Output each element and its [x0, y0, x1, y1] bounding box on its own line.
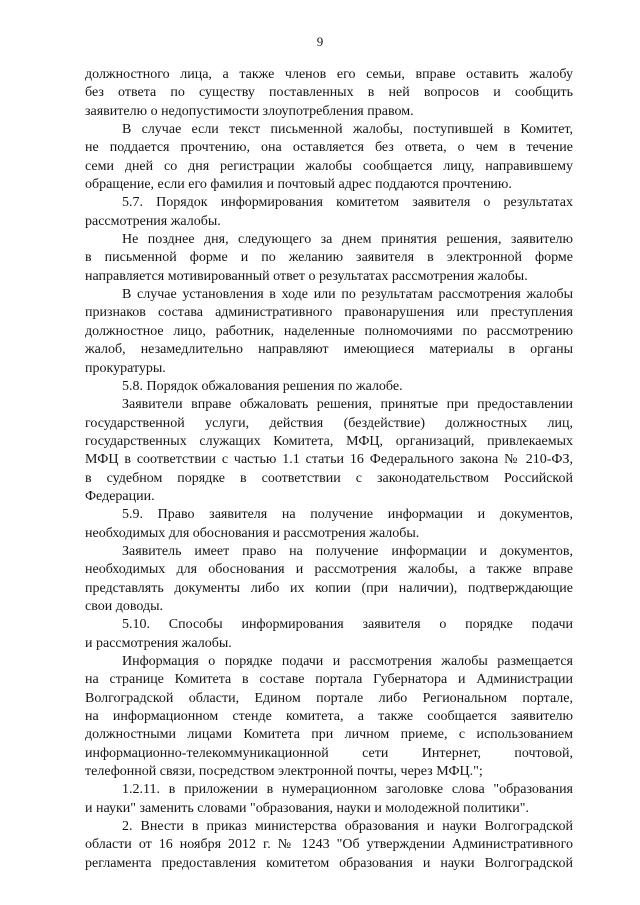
text-line: 1.2.11. в приложении в нумерационном заголовке слова "образования	[122, 782, 573, 798]
text-line: Заявитель имеет право на получение информации и документов,	[122, 543, 573, 559]
text-line: в судебном порядке в соответствии с законодательством Российской	[85, 470, 573, 486]
text-line: регламента предоставления комитетом образования и науки Волгоградской	[85, 855, 573, 871]
text-line: заявителю о недопустимости злоупотребления правом.	[85, 103, 414, 119]
text-line: информационно-телекоммуникационной сети Интернет, почтовой,	[85, 745, 573, 761]
page-number: 9	[316, 34, 324, 49]
text-line: на странице Комитета в составе портала Губернатора и Администрации	[85, 672, 573, 688]
text-line: должностными лицами Комитета при личном приеме, с использованием	[85, 727, 573, 743]
text-line: 5.7. Порядок информирования комитетом заявителя о результатах	[122, 195, 573, 211]
text-line: и науки" заменить словами "образования, науки и молодежной политики".	[85, 800, 529, 816]
text-line: в письменной форме и по желанию заявителя в электронной форме	[85, 250, 573, 266]
text-line: без ответа по существу поставленных в ней вопросов и сообщить	[85, 85, 573, 101]
text-line: В случае если текст письменной жалобы, поступившей в Комитет,	[122, 122, 573, 138]
text-line: телефонной связи, посредством электронной почты, через МФЦ.";	[85, 764, 483, 780]
text-line: жалоб, незамедлительно направляют имеющиеся материалы в органы	[85, 342, 573, 358]
text-line: необходимых для обоснования и рассмотрения жалобы.	[85, 525, 420, 541]
text-line: должностного лица, а также членов его семьи, вправе оставить жалобу	[85, 67, 573, 82]
text-line: государственной услуги, действия (бездействие) должностных лиц,	[85, 415, 573, 431]
text-line: Волгоградской области, Едином портале либо Региональном портале,	[85, 690, 573, 706]
text-line: необходимых для обоснования и рассмотрения жалобы, а также вправе	[85, 562, 573, 578]
text-line: свои доводы.	[85, 598, 163, 614]
text-line: Не позднее дня, следующего за днем принятия решения, заявителю	[122, 232, 573, 248]
body-text	[85, 66, 573, 873]
text-line: не поддается прочтению, она оставляется без ответа, о чем в течение	[85, 140, 573, 156]
text-line: 5.8. Порядок обжалования решения по жалобе.	[122, 378, 403, 394]
text-line: прокуратуры.	[85, 360, 166, 376]
text-line: государственных служащих Комитета, МФЦ, организаций, привлекаемых	[85, 433, 573, 449]
text-line: рассмотрения жалобы.	[85, 213, 221, 229]
text-line: области от 16 ноября 2012 г. № 1243 "Об утверждении Административного	[85, 837, 573, 853]
text-line: Информация о порядке подачи и рассмотрения жалобы размещается	[122, 654, 573, 669]
text-line: должностное лицо, работник, наделенные полномочиями по рассмотрению	[85, 323, 573, 339]
text-line: представлять документы либо их копии (при наличии), подтверждающие	[85, 580, 573, 596]
text-line: на информационном стенде комитета, а также сообщается заявителю	[85, 709, 573, 725]
text-line: 5.9. Право заявителя на получение информации и документов,	[122, 507, 573, 523]
text-line: направляется мотивированный ответ о результатах рассмотрения жалобы.	[85, 268, 528, 284]
text-line: семи дней со дня регистрации жалобы сообщается лицу, направившему	[85, 158, 573, 174]
text-line: 2. Внести в приказ министерства образования и науки Волгоградской	[122, 819, 573, 835]
text-line: 5.10. Способы информирования заявителя о порядке подачи	[122, 617, 573, 633]
text-line: обращение, если его фамилия и почтовый адрес поддаются прочтению.	[85, 177, 512, 193]
text-line: Заявители вправе обжаловать решения, принятые при предоставлении	[122, 397, 573, 413]
text-line: МФЦ в соответствии с частью 1.1 статьи 16 Федерального закона № 210-ФЗ,	[85, 452, 573, 468]
text-line: и рассмотрения жалобы.	[85, 635, 232, 651]
text-line: Федерации.	[85, 488, 155, 504]
text-line: признаков состава административного правонарушения или преступления	[85, 305, 573, 321]
text-line: В случае установления в ходе или по результатам рассмотрения жалобы	[122, 287, 573, 303]
